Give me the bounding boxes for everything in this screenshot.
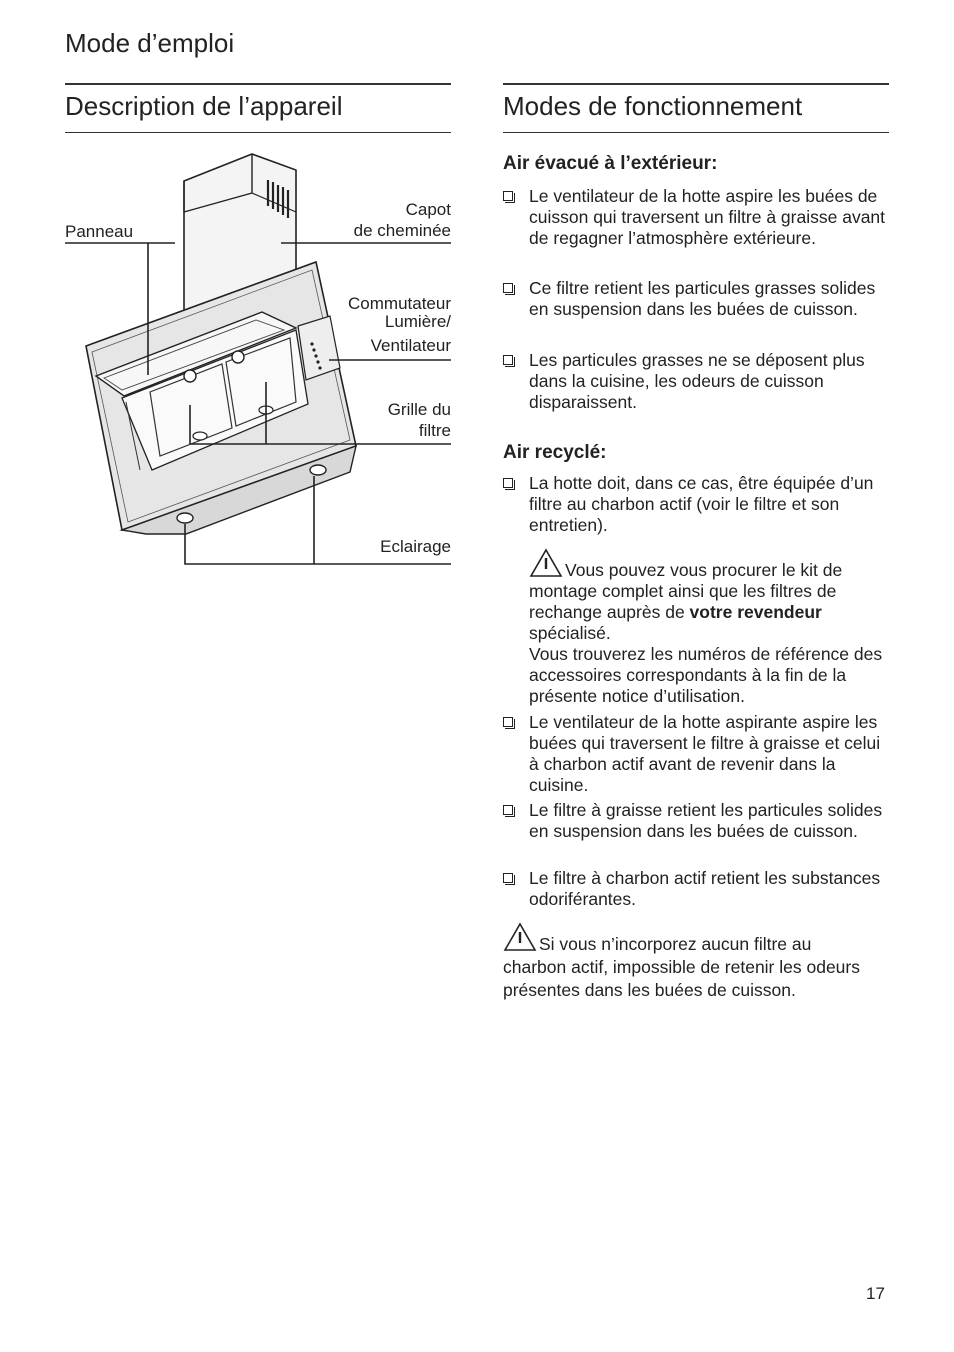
checkbox-bullet-icon — [503, 355, 513, 365]
warning-charbon: Si vous n’incorporez aucun filtre au charbon actif, impossible de retenir les odeurs présentes dans les buées de cuisson. — [503, 922, 863, 1002]
checkbox-bullet-icon — [503, 873, 513, 883]
left-section-title: Description de l’appareil — [65, 91, 343, 121]
label-panneau: Panneau — [65, 222, 134, 241]
page-number: 17 — [866, 1284, 885, 1303]
right-section-title: Modes de fonctionnement — [503, 91, 803, 121]
warning-icon — [529, 548, 563, 578]
list-item: Le filtre à graisse retient les particules solides en suspension dans les buées de cuisson. — [503, 800, 893, 842]
warning-icon — [503, 922, 537, 952]
checkbox-bullet-icon — [503, 717, 513, 727]
note-kit-montage: Vous pouvez vous procurer le kit de montage complet ainsi que les filtres de rechange auprès de votre revendeur spécialisé. — [529, 548, 893, 644]
label-commutateur: Commutateur Lumière/ Ventilateur — [348, 294, 451, 355]
list-item: Les particules grasses ne se déposent plus dans la cuisine, les odeurs de cuisson disparaissent. — [503, 350, 893, 413]
checkbox-bullet-icon — [503, 805, 513, 815]
heading-air-recycle: Air recyclé: — [503, 442, 607, 463]
page-header-title: Mode d’emploi — [65, 28, 235, 58]
right-top-rule — [503, 83, 889, 85]
list-item: La hotte doit, dans ce cas, être équipée d’un filtre au charbon actif (voir le filtre et son entretien). — [503, 473, 893, 536]
checkbox-bullet-icon — [503, 478, 513, 488]
label-grille: Grille du filtre — [387, 400, 451, 440]
heading-air-exterieur: Air évacué à l’extérieur: — [503, 153, 718, 174]
list-item: Ce filtre retient les particules grasses solides en suspension dans les buées de cuisson. — [503, 278, 893, 320]
list-item: Le filtre à charbon actif retient les substances odoriférantes. — [503, 868, 893, 910]
note-references: Vous trouverez les numéros de référence des accessoires correspondants à la fin de la présente notice d’utilisation. — [529, 644, 883, 706]
checkbox-bullet-icon — [503, 191, 513, 201]
list-item: Le ventilateur de la hotte aspire les buées de cuisson qui traversent un filtre à graisse avant de regagner l’atmosphère extérieure. — [503, 186, 893, 249]
list-item: Le ventilateur de la hotte aspirante aspire les buées qui traversent le filtre à graisse et celui à charbon actif avant de revenir dans la cuisine. — [503, 712, 893, 796]
checkbox-bullet-icon — [503, 283, 513, 293]
label-capot: Capot de cheminée — [353, 200, 451, 240]
right-bottom-rule — [503, 132, 889, 133]
label-eclairage: Eclairage — [380, 537, 451, 556]
